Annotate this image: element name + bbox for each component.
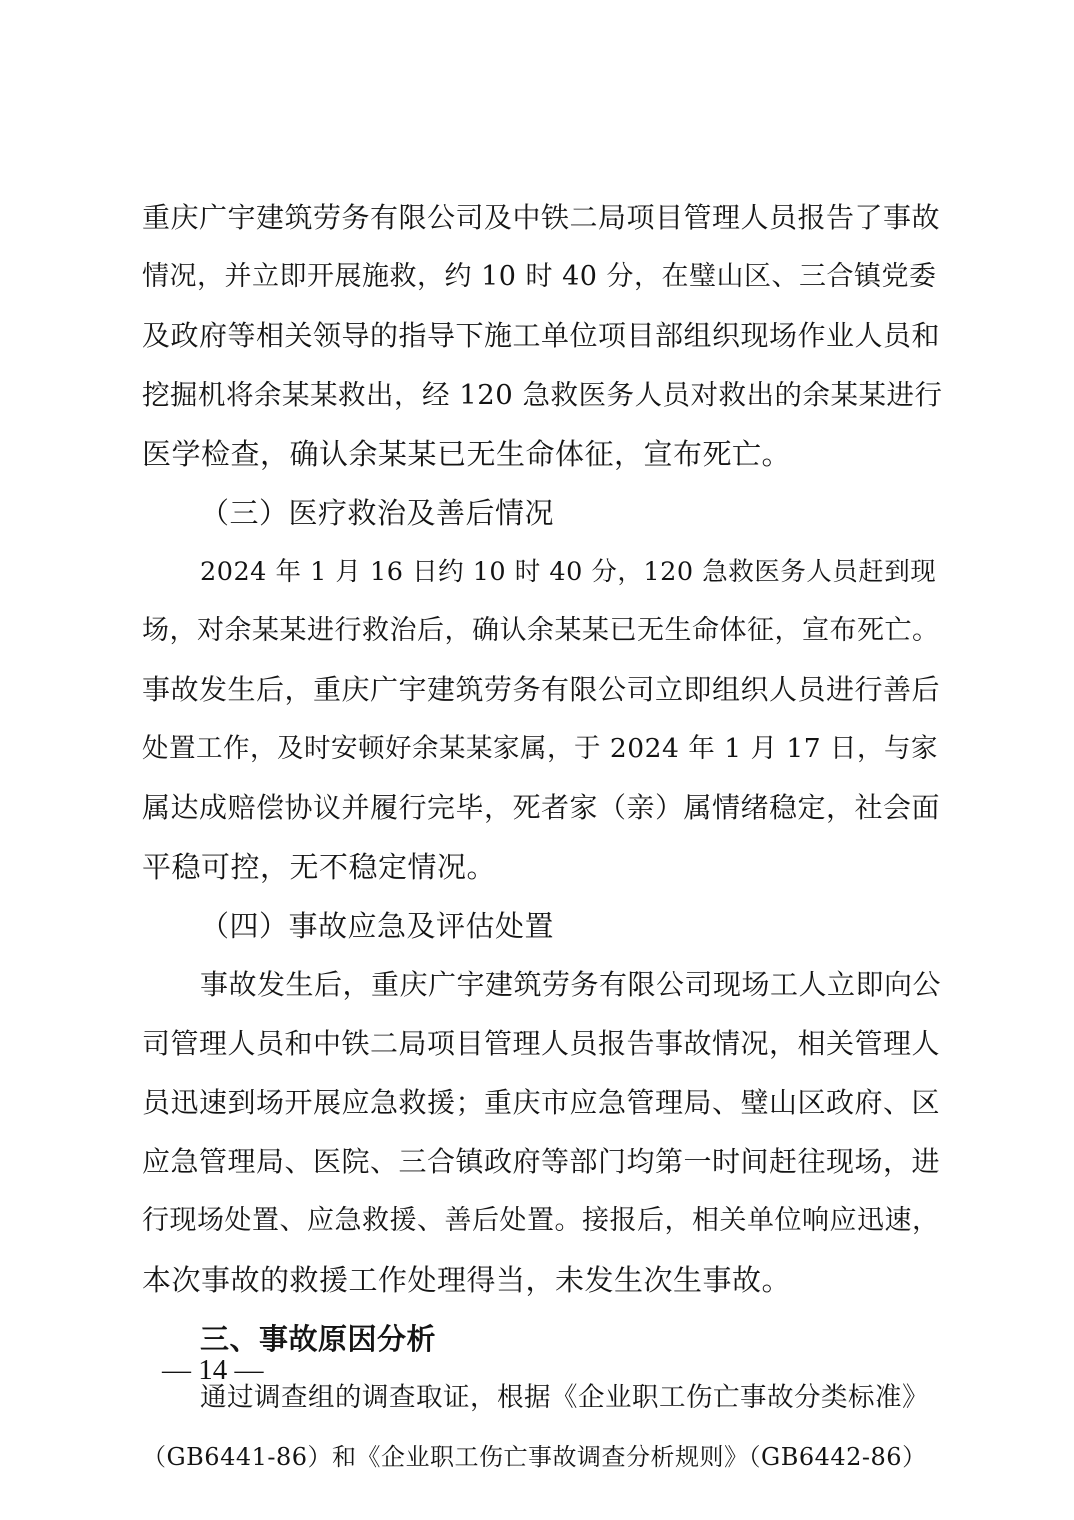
body-line-4: 挖掘机将余某某救出，经 120 急救医务人员对救出的余某某进行 — [142, 379, 943, 411]
paragraph-start-line: 通过调查组的调查取证，根据《企业职工伤亡事故分类标准》 — [200, 1382, 929, 1413]
body-line-5: 医学检查，确认余某某已无生命体征，宣布死亡。 — [142, 437, 792, 471]
section-heading-3: （三）医疗救治及善后情况 — [200, 496, 555, 530]
body-line-11: 属达成赔偿协议并履行完毕，死者家（亲）属情绪稳定，社会面 — [142, 791, 941, 824]
document-body — [142, 196, 942, 1494]
section-heading-4: （四）事故应急及评估处置 — [200, 909, 555, 943]
body-line-2: 情况，并立即开展施救，约 10 时 40 分，在璧山区、三合镇党委 — [142, 261, 937, 292]
paragraph-start-line: 2024 年 1 月 16 日约 10 时 40 分，120 急救医务人员赶到现 — [200, 557, 937, 587]
body-line-9: 事故发生后，重庆广宇建筑劳务有限公司立即组织人员进行善后 — [142, 673, 941, 706]
body-line-12: 平稳可控，无不稳定情况。 — [142, 850, 497, 884]
body-line-15: 司管理人员和中铁二局项目管理人员报告事故情况，相关管理人 — [142, 1027, 941, 1060]
body-line-19: 本次事故的救援工作处理得当，未发生次生事故。 — [142, 1263, 792, 1297]
body-line-17: 应急管理局、医院、三合镇政府等部门均第一时间赶往现场，进 — [142, 1145, 941, 1178]
paragraph-start-line: 事故发生后，重庆广宇建筑劳务有限公司现场工人立即向公 — [200, 968, 942, 1001]
body-line-22: （GB6441-86）和《企业职工伤亡事故调查分析规则》（GB6442-86） — [142, 1443, 927, 1471]
page-number: — 14 — — [162, 1354, 264, 1386]
body-line-16: 员迅速到场开展应急救援；重庆市应急管理局、璧山区政府、区 — [142, 1086, 941, 1119]
body-line-10: 处置工作，及时安顿好余某某家属，于 2024 年 1 月 17 日，与家 — [142, 733, 939, 764]
body-line-18: 行现场处置、应急救援、善后处置。接报后，相关单位响应迅速， — [142, 1205, 940, 1236]
body-line-3: 及政府等相关领导的指导下施工单位项目部组织现场作业人员和 — [142, 319, 941, 352]
chapter-heading-3: 三、事故原因分析 — [200, 1322, 437, 1356]
body-line-8: 场，对余某某进行救治后，确认余某某已无生命体征，宣布死亡。 — [142, 615, 940, 646]
body-line-1: 重庆广宇建筑劳务有限公司及中铁二局项目管理人员报告了事故 — [142, 201, 941, 234]
